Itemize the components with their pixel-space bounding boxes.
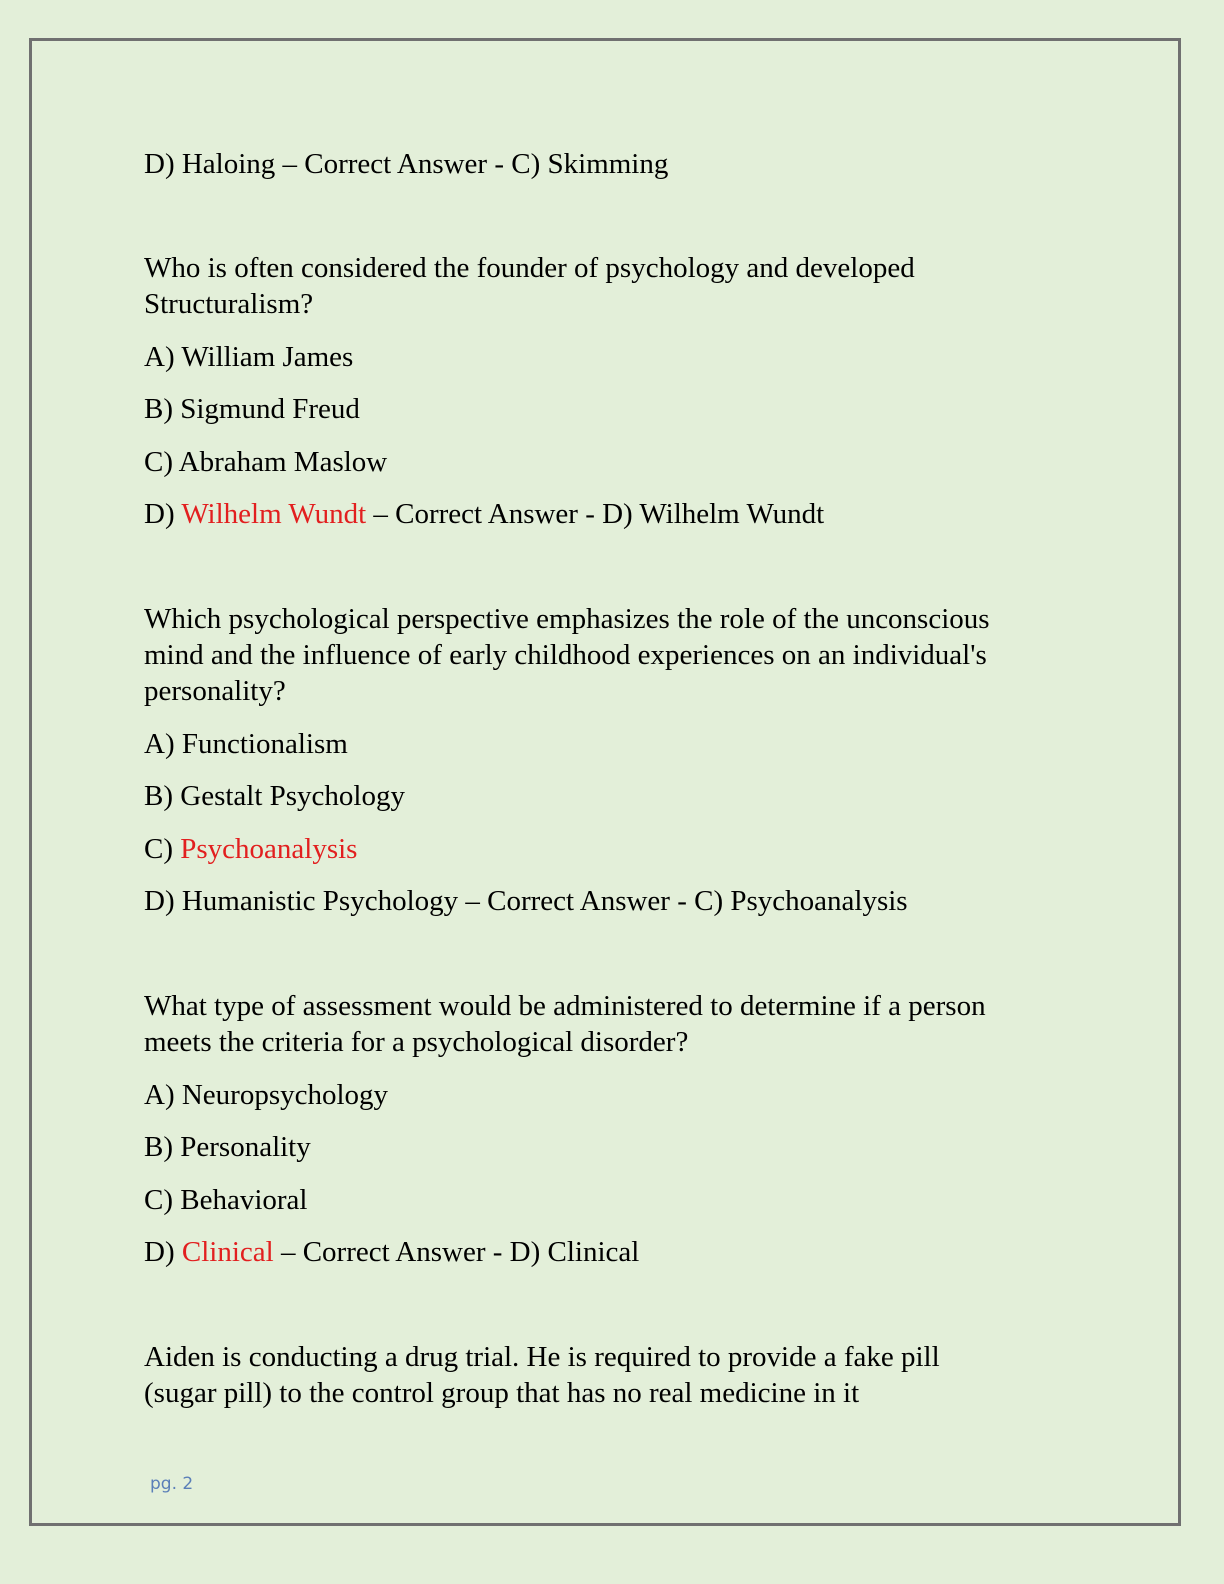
q4-option-d-suffix: – Correct Answer - D) Clinical — [273, 1236, 640, 1268]
q4-question-line-2: meets the criteria for a psychological disorder? — [144, 1026, 689, 1058]
q3-question-line-2: mind and the influence of early childhood experiences on an individual's — [144, 639, 987, 671]
q2-option-d-prefix: D) — [144, 498, 182, 530]
q5-question-line-1: Aiden is conducting a drug trial. He is required to provide a fake pill — [144, 1341, 940, 1373]
q4-option-d-prefix: D) — [144, 1236, 182, 1268]
q3-correct-answer-highlight: Psychoanalysis — [180, 833, 358, 865]
q2-option-d — [144, 496, 824, 533]
q2-option-b: B) Sigmund Freud — [144, 393, 360, 425]
q3-option-a: A) Functionalism — [144, 728, 348, 760]
q1-option-d: D) Haloing – Correct Answer - C) Skimming — [144, 148, 669, 180]
q3-question-line-1: Which psychological perspective emphasizes the role of the unconscious — [144, 603, 990, 635]
q4-option-d — [144, 1234, 639, 1271]
q4-option-c: C) Behavioral — [144, 1184, 308, 1216]
q3-question-line-3: personality? — [144, 675, 286, 707]
page-number: pg. 2 — [150, 1474, 194, 1494]
q5-question-line-2: (sugar pill) to the control group that has no real medicine in it — [144, 1377, 860, 1409]
q2-question-line-1: Who is often considered the founder of psychology and developed — [144, 252, 915, 284]
q3-option-c — [144, 831, 357, 868]
q2-option-c: C) Abraham Maslow — [144, 446, 388, 478]
q3-option-c-prefix: C) — [144, 833, 181, 865]
q2-option-a: A) William James — [144, 341, 354, 373]
q4-correct-answer-highlight: Clinical — [181, 1236, 274, 1268]
q3-option-d: D) Humanistic Psychology – Correct Answer - C) Psychoanalysis — [144, 885, 908, 917]
q2-question-line-2: Structuralism? — [144, 288, 314, 320]
q4-option-a: A) Neuropsychology — [144, 1079, 389, 1111]
q3-option-b: B) Gestalt Psychology — [144, 780, 405, 812]
q4-option-b: B) Personality — [144, 1131, 311, 1163]
q2-option-d-suffix: – Correct Answer - D) Wilhelm Wundt — [366, 498, 825, 530]
q4-question-line-1: What type of assessment would be administered to determine if a person — [144, 990, 986, 1022]
q2-correct-answer-highlight: Wilhelm Wundt — [181, 498, 367, 530]
